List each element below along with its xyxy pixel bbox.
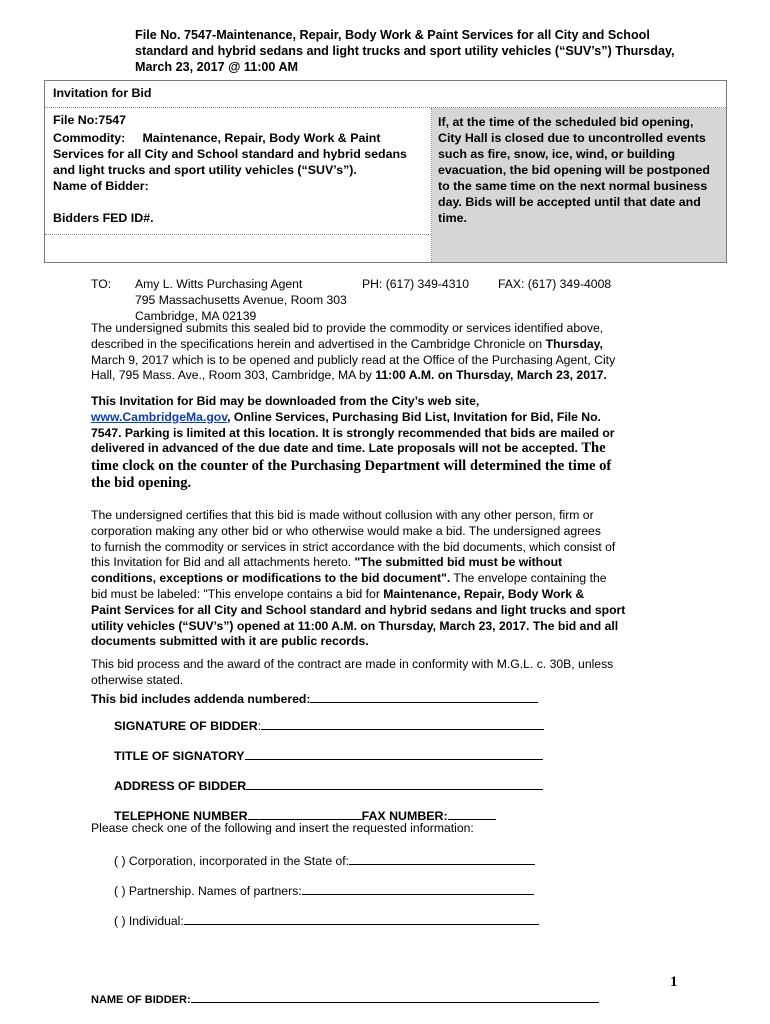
- text-run: ”) opened at 11:00 A.M. on Thursday, March 23, 2017. The bid and all: [223, 618, 619, 633]
- individual-field[interactable]: [184, 911, 539, 925]
- text-run: Hall, 795 Mass. Ave., Room 303, Cambridge, MA by: [91, 368, 376, 383]
- text-run: Thursday,: [545, 336, 603, 351]
- city-website-link[interactable]: www.CambridgeMa.gov: [91, 409, 228, 424]
- address-row: [114, 776, 543, 793]
- text-run: this Invitation for Bid and all attachments hereto.: [91, 555, 355, 570]
- telephone-label: TELEPHONE NUMBER: [114, 809, 248, 823]
- text-run: utility vehicles (“SUV’s: [91, 618, 224, 633]
- notice-line: to the same time on the next normal business: [438, 179, 708, 193]
- notice-line: If, at the time of the scheduled bid opening,: [438, 115, 694, 129]
- footer-bidder-row: [91, 991, 599, 1006]
- text-run: 11:00 A.M. on Thursday, March 23, 2017.: [375, 368, 607, 383]
- addenda-label: This bid includes addenda numbered:: [91, 691, 311, 706]
- text-line: [91, 368, 636, 384]
- invitation-label: Invitation for Bid: [53, 86, 152, 100]
- page-number: 1: [670, 974, 678, 990]
- notice-line: such as fire, snow, ice, wind, or building: [438, 147, 676, 161]
- signature-field[interactable]: [261, 716, 544, 730]
- text-line: [91, 571, 651, 587]
- signature-colon: :: [257, 719, 262, 733]
- text-line: corporation making any other bid or who otherwise would make a bid. The undersigned agrees: [91, 523, 601, 538]
- check-instruction: Please check one of the following and insert the requested information:: [91, 821, 474, 835]
- text-run: The envelope containing the: [450, 571, 607, 586]
- text-line: [91, 555, 651, 571]
- footer-bidder-field[interactable]: [191, 991, 599, 1003]
- individual-option[interactable]: [114, 911, 539, 928]
- addenda-field[interactable]: [310, 689, 538, 703]
- corporation-option[interactable]: [114, 851, 535, 868]
- fax-field[interactable]: [448, 806, 496, 820]
- text-line: Paint Services for all City and School standard and hybrid sedans and light trucks and sport: [91, 602, 626, 617]
- title-field[interactable]: [245, 746, 543, 760]
- download-paragraph: [91, 394, 651, 492]
- file-number: File No:7547: [53, 113, 126, 127]
- notice-line: day. Bids will be accepted until that date and: [438, 195, 701, 209]
- text-line: the bid opening.: [91, 475, 192, 492]
- partners-field[interactable]: [302, 881, 534, 895]
- text-run: delivered in advanced of the due date and time. Late proposals will not be accepted.: [91, 441, 582, 456]
- text-run: The: [581, 440, 606, 457]
- agent-phone: PH: (617) 349-4310: [362, 277, 470, 291]
- text-run: "The submitted bid must be without: [354, 555, 563, 570]
- commodity-line-2: Services for all City and School standard and hybrid sedans: [53, 147, 407, 161]
- purchasing-agent-name: Amy L. Witts Purchasing Agent: [135, 277, 303, 291]
- title-label: TITLE OF SIGNATORY: [114, 749, 245, 763]
- certification-paragraph: [91, 508, 651, 650]
- commodity-line-1: Commodity: Maintenance, Repair, Body Work & Paint: [53, 131, 381, 145]
- footer-bidder-label: NAME OF BIDDER:: [91, 994, 191, 1006]
- text-line: This Invitation for Bid may be downloaded from the City’s web site,: [91, 394, 480, 408]
- corporation-label: ( ) Corporation, incorporated in the State of:: [114, 854, 350, 868]
- fax-label: FAX NUMBER:: [361, 809, 448, 823]
- text-line: to furnish the commodity or services in strict accordance with the bid documents, which consist of: [91, 539, 616, 554]
- addenda-line: [91, 689, 636, 708]
- text-run: conditions, exceptions or modifications to the bid document".: [91, 571, 451, 586]
- corporation-state-field[interactable]: [349, 851, 535, 865]
- notice-line: City Hall is closed due to uncontrolled events: [438, 131, 706, 145]
- notice-line: time.: [438, 211, 467, 225]
- text-run: bid must be labeled: "This envelope contains a bid for: [91, 586, 384, 601]
- commodity-line-3: and light trucks and sport utility vehicles (“SUV’s”).: [53, 163, 357, 177]
- text-line: time clock on the counter of the Purchasing Department will determined the time of: [91, 458, 612, 475]
- title-line-1: File No. 7547-Maintenance, Repair, Body Work & Paint Services for all City and School: [135, 28, 650, 42]
- partnership-option[interactable]: [114, 881, 534, 898]
- conformity-paragraph: [91, 657, 636, 707]
- text-line: documents submitted with it are public records.: [91, 634, 369, 649]
- invitation-row: [45, 81, 726, 108]
- text-line: otherwise stated.: [91, 672, 184, 687]
- text-line: [91, 587, 651, 603]
- to-label: TO:: [91, 277, 112, 291]
- text-run: Maintenance, Repair, Body Work &: [383, 586, 585, 601]
- agent-street: 795 Massachusetts Avenue, Room 303: [135, 293, 347, 307]
- title-line-3: March 23, 2017 @ 11:00 AM: [135, 60, 299, 74]
- text-run: described in the specifications herein and advertised in the Cambridge Chronicle on: [91, 336, 546, 351]
- divider: [45, 234, 431, 235]
- individual-label: ( ) Individual:: [114, 914, 184, 928]
- text-line: [91, 619, 651, 635]
- signature-label: SIGNATURE OF BIDDER: [114, 719, 258, 733]
- text-line: This bid process and the award of the contract are made in conformity with M.G.L. c. 30B, unless: [91, 657, 614, 671]
- address-field[interactable]: [246, 776, 543, 790]
- intro-paragraph: [91, 321, 636, 384]
- text-line: The undersigned submits this sealed bid to provide the commodity or services identified above,: [91, 321, 604, 335]
- agent-fax: FAX: (617) 349-4008: [498, 277, 612, 291]
- text-line: 7547. Parking is limited at this location. It is strongly recommended that bids are mailed or: [91, 425, 615, 440]
- text-line: [91, 410, 651, 426]
- fed-id-label: Bidders FED ID#.: [53, 211, 154, 225]
- bid-info-column: [45, 108, 432, 262]
- text-line: March 9, 2017 which is to be opened and publicly read at the Office of the Purchasing Agent, City: [91, 352, 616, 367]
- telephone-field[interactable]: [248, 806, 362, 820]
- text-line: [91, 441, 651, 457]
- notice-line: evacuation, the bid opening will be postponed: [438, 163, 710, 177]
- title-row: [114, 746, 543, 763]
- address-label: ADDRESS OF BIDDER: [114, 779, 247, 793]
- partnership-label: ( ) Partnership. Names of partners:: [114, 884, 302, 898]
- document-title: [135, 27, 695, 75]
- agent-city: Cambridge, MA 02139: [135, 309, 257, 323]
- text-line: [91, 337, 636, 353]
- closure-notice: [432, 108, 726, 262]
- text-run: , Online Services, Purchasing Bid List, Invitation for Bid, File No.: [227, 409, 601, 424]
- signature-row: [114, 716, 544, 733]
- invitation-box: [44, 80, 727, 263]
- closure-notice-text: [438, 114, 723, 226]
- title-line-2: standard and hybrid sedans and light trucks and sport utility vehicles (“SUV’s”) Thursday,: [135, 44, 675, 58]
- text-line: The undersigned certifies that this bid is made without collusion with any other person, firm or: [91, 508, 594, 522]
- name-of-bidder-label: Name of Bidder:: [53, 179, 149, 193]
